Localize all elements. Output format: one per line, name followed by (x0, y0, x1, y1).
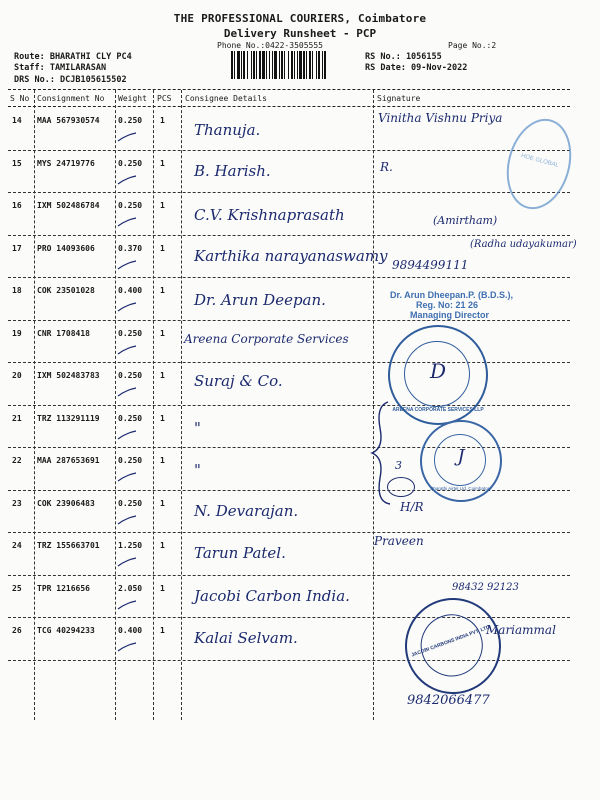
cell-weight: 0.250 (118, 371, 143, 380)
bharathi-seal-initial: J (457, 446, 465, 467)
cell-consignment: IXM 502483783 (37, 371, 100, 380)
cell-consignment: MAA 287653691 (37, 456, 100, 465)
table-row (8, 235, 577, 279)
hoe-seal-text: HOE GLOBAL (520, 153, 560, 170)
col-consignee: Consignee Details (185, 94, 267, 103)
cell-signature: (Radha udayakumar) (470, 238, 577, 250)
cell-consignment: MAA 567930574 (37, 116, 100, 125)
cell-consignee: Thanuja. (194, 121, 261, 139)
cell-signature: (Amirtham) (433, 214, 498, 227)
table-row (8, 150, 570, 194)
cell-pcs: 1 (160, 286, 165, 295)
table-row (8, 107, 570, 151)
route-label: Route: BHARATHI CLY PC4 (14, 52, 132, 62)
bharathi-seal (420, 420, 502, 502)
cell-pcs: 1 (160, 328, 165, 338)
cell-pcs: 1 (160, 158, 165, 168)
cell-pcs: 1 (160, 201, 165, 210)
cell-weight: 0.250 (118, 116, 143, 125)
cell-sno: 23 (12, 498, 22, 508)
cell-consignee: C.V. Krishnaprasath (194, 206, 345, 224)
table-row (8, 320, 570, 364)
cell-sno: 19 (12, 328, 22, 338)
runsheet-subtitle: Delivery Runsheet - PCP (223, 27, 377, 40)
cell-weight: 0.250 (118, 498, 143, 508)
cell-weight: 0.250 (118, 413, 143, 423)
cell-sno: 21 (12, 413, 22, 423)
jacobi-seal-text: JACOBI CARBONS INDIA PVT. LTD. (410, 624, 492, 659)
cell-pcs: 1 (160, 498, 165, 508)
cell-weight: 0.250 (118, 158, 143, 168)
cell-sno: 26 (12, 626, 22, 635)
bharathi-seal-text: Bharathi Airtel Ltd, Coimbatore (430, 486, 492, 491)
cell-pcs: 1 (160, 413, 165, 423)
cell-signature: 3 (395, 459, 402, 472)
cell-pcs: 1 (160, 583, 165, 593)
cell-sno: 17 (12, 243, 22, 253)
cell-sno: 20 (12, 371, 22, 380)
count-circle (387, 477, 415, 497)
cell-consignment: CNR 1708418 (37, 328, 90, 338)
areena-seal-initial: D (429, 359, 447, 383)
col-consignment: Consignment No (37, 94, 105, 103)
cell-pcs: 1 (160, 243, 165, 253)
cell-consignment: IXM 502486784 (37, 201, 100, 210)
cell-signature: Vinitha Vishnu Priya (378, 111, 503, 125)
phone-number: Phone No.:0422-3505555 (217, 41, 323, 50)
tick-mark (116, 259, 138, 271)
tick-mark (116, 131, 138, 143)
tick-mark (116, 174, 138, 186)
drs-number: DRS No.: DCJB105615502 (14, 75, 127, 85)
cell-consignee: B. Harish. (194, 161, 271, 180)
cell-pcs: 1 (160, 371, 165, 380)
tick-mark (116, 344, 138, 356)
rs-number: RS No.: 1056155 (365, 52, 442, 62)
cell-consignee: Areena Corporate Services (184, 331, 349, 346)
phone-note-26: 9842066477 (407, 693, 490, 708)
cell-consignment: TRZ 113291119 (37, 413, 100, 423)
cell-consignment: MYS 24719776 (37, 158, 95, 168)
cell-sno: 22 (12, 456, 22, 465)
page-number: Page No.:2 (448, 41, 497, 50)
tick-mark (116, 641, 138, 653)
staff-label: Staff: TAMILARASAN (14, 63, 107, 73)
cell-consignment: COK 23501028 (37, 286, 95, 295)
cell-consignment: PRO 14093606 (37, 243, 95, 253)
cell-sno: 15 (12, 158, 22, 168)
tick-mark (116, 556, 138, 568)
cell-weight: 2.050 (118, 583, 143, 593)
cell-consignment: COK 23906483 (37, 498, 95, 508)
cell-sno: 16 (12, 201, 22, 210)
rs-date: RS Date: 09-Nov-2022 (365, 63, 468, 73)
cell-pcs: 1 (160, 116, 165, 125)
tick-mark (116, 599, 138, 611)
cell-weight: 0.250 (118, 328, 143, 338)
cell-consignee: N. Devarajan. (194, 501, 299, 520)
cell-weight: 1.250 (118, 541, 143, 550)
table-row (8, 192, 570, 236)
tick-mark (116, 216, 138, 228)
cell-weight: 0.400 (118, 286, 143, 295)
cell-consignee: Dr. Arun Deepan. (194, 291, 326, 309)
cell-signature: Mariammal (486, 623, 556, 637)
col-sno: S No (10, 94, 30, 103)
doctor-stamp-role: Managing Director (410, 310, 490, 320)
col-weight: Weight (118, 94, 147, 103)
cell-signature: H/R (400, 499, 424, 514)
company-title: THE PROFESSIONAL COURIERS, Coimbatore (173, 12, 427, 25)
cell-sno: 25 (12, 583, 22, 593)
tick-mark (116, 301, 138, 313)
cell-weight: 0.370 (118, 243, 143, 253)
tick-mark (116, 386, 138, 398)
cell-consignee: Tarun Patel. (194, 544, 286, 562)
barcode (231, 51, 355, 79)
cell-consignee: " (194, 418, 201, 437)
col-signature: Signature (377, 94, 421, 103)
cell-signature: Praveen (374, 534, 424, 548)
cell-signature: R. (380, 159, 393, 174)
doctor-stamp-name: Dr. Arun Dheepan.P. (B.D.S.), (390, 290, 514, 300)
areena-seal-text: AREENA CORPORATE SERVICES LLP (392, 407, 484, 413)
phone-note-24: 98432 92123 (452, 582, 519, 593)
doctor-stamp (390, 290, 570, 320)
cell-consignment: TPR 1216656 (37, 583, 90, 593)
col-pcs: PCS (157, 94, 172, 103)
phone-note-17: 9894499111 (392, 258, 469, 272)
cell-weight: 0.250 (118, 456, 143, 465)
table-row (8, 532, 570, 576)
header-top-rule (8, 89, 570, 90)
cell-weight: 0.250 (118, 201, 143, 210)
doctor-stamp-reg: Reg. No: 21 26 (416, 300, 479, 310)
cell-pcs: 1 (160, 456, 165, 465)
tick-mark (116, 429, 138, 441)
cell-consignee: " (194, 461, 201, 479)
cell-pcs: 1 (160, 541, 165, 550)
cell-sno: 18 (12, 286, 22, 295)
cell-weight: 0.400 (118, 626, 143, 635)
tick-mark (116, 514, 138, 526)
cell-consignee: Jacobi Carbon India. (194, 586, 350, 605)
tick-mark (116, 471, 138, 483)
cell-consignment: TCG 40294233 (37, 626, 95, 635)
cell-pcs: 1 (160, 626, 165, 635)
cell-sno: 14 (12, 116, 22, 125)
cell-consignee: Karthika narayanaswamy (194, 246, 388, 265)
cell-consignee: Suraj & Co. (194, 372, 283, 390)
table-row (8, 490, 570, 534)
cell-consignee: Kalai Selvam. (194, 629, 298, 647)
cell-consignment: TRZ 155663701 (37, 541, 100, 550)
cell-sno: 24 (12, 541, 22, 550)
